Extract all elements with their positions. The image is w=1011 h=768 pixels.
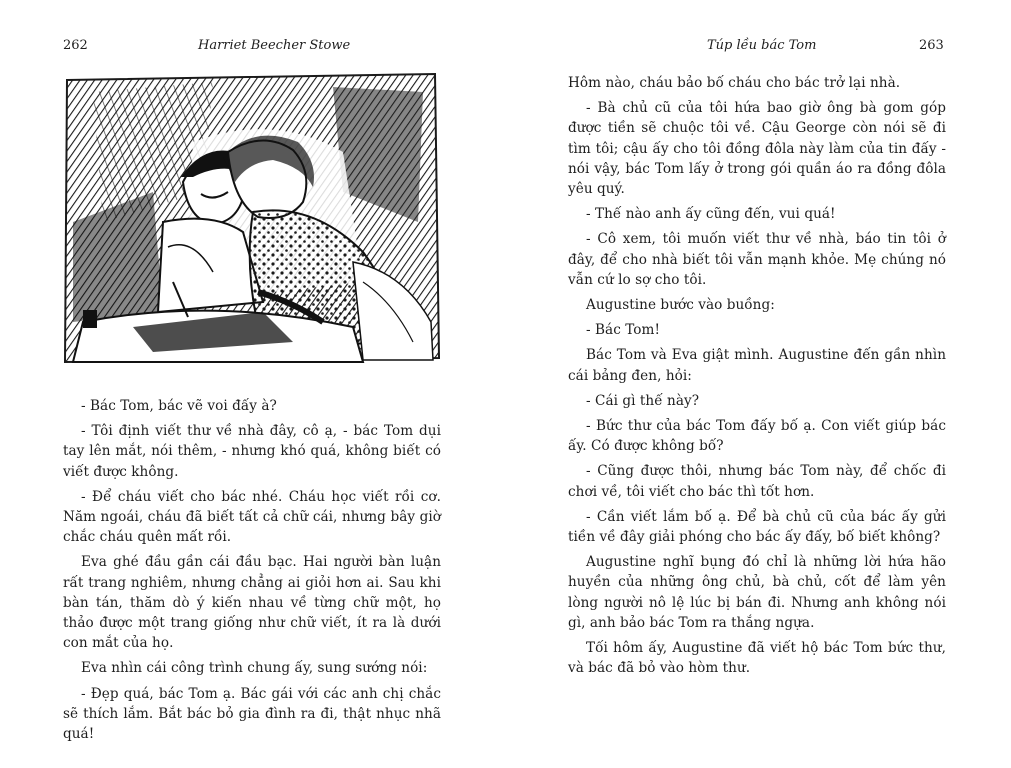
- paragraph: - Bác Tom, bác vẽ voi đấy à?: [81, 398, 277, 414]
- paragraph: Hôm nào, cháu bảo bố cháu cho bác trở lại nhà.: [568, 75, 901, 91]
- body-text-left: [63, 396, 441, 749]
- paragraph: - Để cháu viết cho bác nhé. Cháu học viết rồi cơ. Năm ngoái, cháu đã biết tất cả chữ cái, nhưng bây giờ chắc cháu quên mất rồi.: [63, 488, 441, 546]
- paragraph: - Bác Tom!: [586, 322, 660, 339]
- body-text-right: [568, 73, 946, 683]
- left-page: [0, 0, 505, 768]
- paragraph: - Cái gì thế này?: [586, 392, 700, 409]
- page-number-right: 263: [919, 38, 944, 53]
- paragraph: - Cũng được thôi, nhưng bác Tom này, để chốc đi chơi về, tôi viết cho bác thì tốt hơn.: [568, 463, 946, 500]
- paragraph: - Cô xem, tôi muốn viết thư về nhà, báo tin tôi ở đây, để cho nhà biết tôi vẫn mạnh khỏe. Mẹ chúng nó vẫn cứ lo sợ cho tôi.: [568, 231, 946, 288]
- paragraph: - Cần viết lắm bố ạ. Để bà chủ cũ của bác ấy gửi tiền về đây giải phóng cho bác ấy đấy, bố biết không?: [568, 508, 946, 546]
- paragraph: Tối hôm ấy, Augustine đã viết hộ bác Tom bức thư, và bác đã bỏ vào hòm thư.: [568, 640, 946, 677]
- illustration-tom-and-eva: [63, 72, 441, 364]
- page-number-left: 262: [63, 38, 88, 53]
- paragraph: Augustine nghĩ bụng đó chỉ là những lời hứa hão huyền của những ông chủ, bà chủ, cốt để làm yên lòng người nô lệ lúc bị bán đi. Nhưng anh không nói gì, anh bảo bác Tom ra thắng ngựa.: [568, 554, 946, 631]
- right-page: [505, 0, 1011, 768]
- paragraph: Eva ghé đầu gần cái đầu bạc. Hai người bàn luận rất trang nghiêm, nhưng chẳng ai giỏi hơn ai. Sau khi bàn tán, thăm dò ý kiến nhau về từng chữ một, họ thảo được một trang giống như chữ viết, ít ra là dưới con mắt của họ.: [63, 554, 441, 652]
- paragraph: - Thế nào anh ấy cũng đến, vui quá!: [586, 206, 836, 223]
- paragraph: Eva nhìn cái công trình chung ấy, sung sướng nói:: [81, 660, 428, 677]
- paragraph: - Đẹp quá, bác Tom ạ. Bác gái với các anh chị chắc sẽ thích lắm. Bắt bác bỏ gia đình ra đi, thật nhục nhã quá!: [63, 685, 441, 743]
- paragraph: - Tôi định viết thư về nhà đây, cô ạ, - bác Tom dụi tay lên mắt, nói thêm, - nhưng khó quá, không biết có viết được không.: [63, 423, 441, 480]
- running-header-left: Harriet Beecher Stowe: [198, 38, 351, 53]
- paragraph: Augustine bước vào buồng:: [586, 297, 775, 314]
- paragraph: - Bà chủ cũ của tôi hứa bao giờ ông bà gom góp được tiền sẽ chuộc tôi về. Cậu George còn nói sẽ đi tìm tôi; cậu ấy cho tôi đồng đôla này làm của tin đấy - nói vậy, bác Tom lấy ở trong gói quần áo ra đồng đôla yêu quý.: [568, 100, 946, 198]
- running-header-right: Túp lều bác Tom: [707, 38, 817, 53]
- paragraph: Bác Tom và Eva giật mình. Augustine đến gần nhìn cái bảng đen, hỏi:: [568, 347, 946, 384]
- paragraph: - Bức thư của bác Tom đấy bố ạ. Con viết giúp bác ấy. Có được không bố?: [568, 418, 946, 455]
